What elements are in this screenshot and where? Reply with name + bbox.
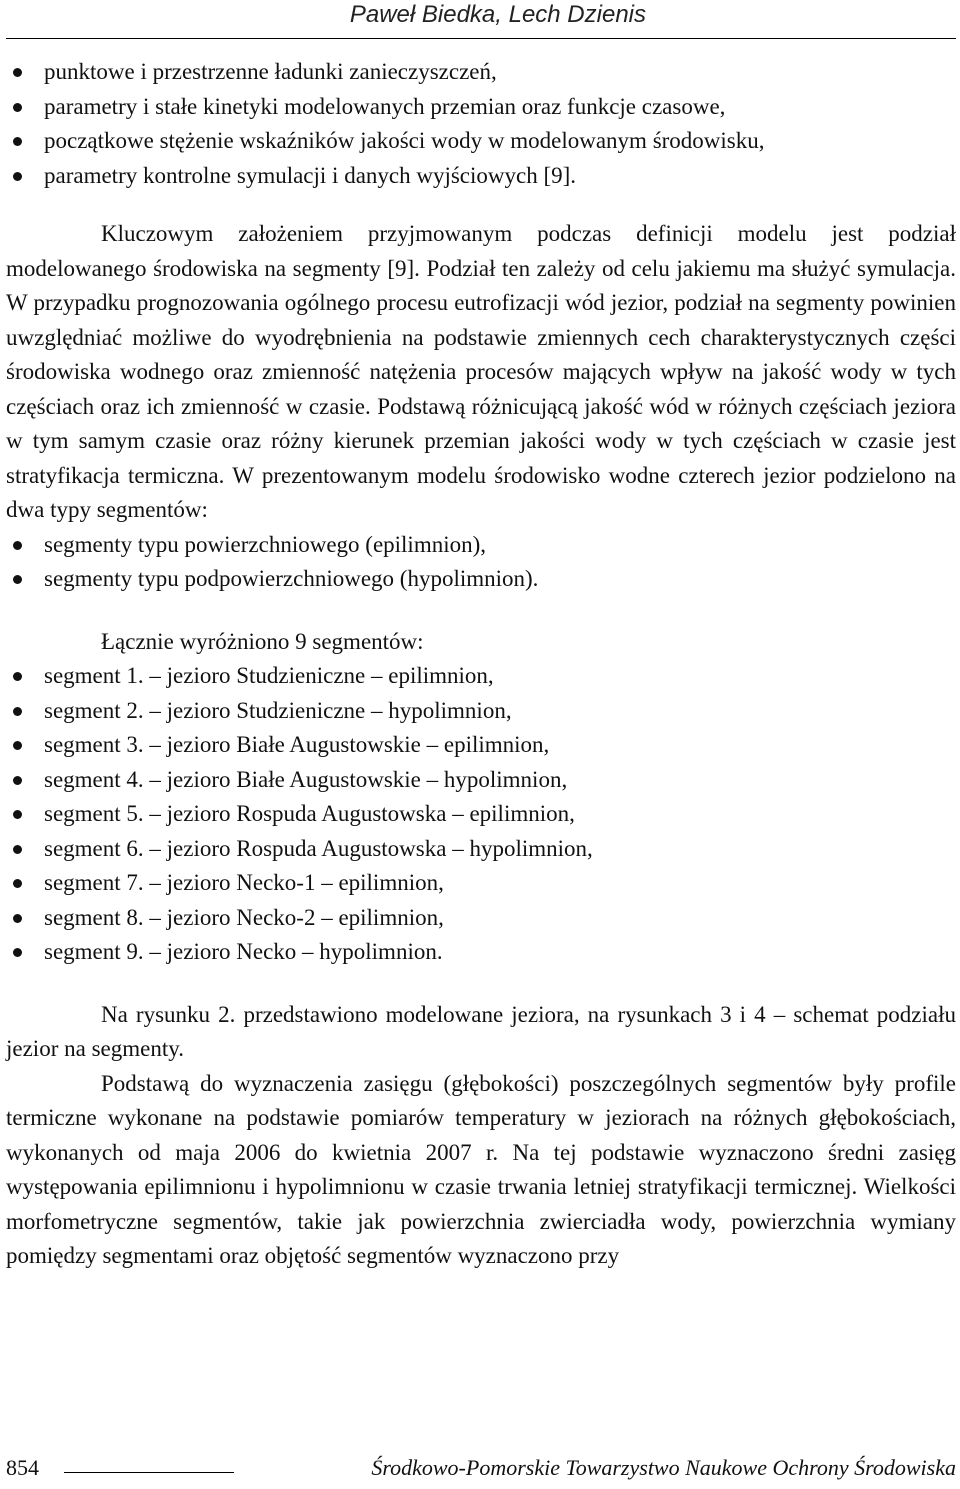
header-authors: Paweł Biedka, Lech Dzienis xyxy=(349,1,646,28)
list-item: segmenty typu powierzchniowego (epilimnion), xyxy=(6,528,956,563)
spacer xyxy=(6,193,956,217)
list-item: punktowe i przestrzenne ładunki zanieczyszczeń, xyxy=(6,55,956,90)
list-item: segment 4. – jezioro Białe Augustowskie – hypolimnion, xyxy=(6,763,956,798)
footer-rule xyxy=(64,1472,234,1473)
list-item: parametry i stałe kinetyki modelowanych przemian oraz funkcje czasowe, xyxy=(6,90,956,125)
running-header xyxy=(6,0,956,39)
list-item: segment 9. – jezioro Necko – hypolimnion. xyxy=(6,935,956,970)
list-item: parametry kontrolne symulacji i danych wyjściowych [9]. xyxy=(6,159,956,194)
spacer xyxy=(6,970,956,998)
list-item: segment 5. – jezioro Rospuda Augustowska – epilimnion, xyxy=(6,797,956,832)
segments-lead: Łącznie wyróżniono 9 segmentów: xyxy=(101,628,424,654)
spacer xyxy=(6,597,956,625)
page-number: 854 xyxy=(6,1455,39,1480)
list-item: segment 2. – jezioro Studzieniczne – hypolimnion, xyxy=(6,694,956,729)
list-item: segmenty typu podpowierzchniowego (hypolimnion). xyxy=(6,562,956,597)
paragraph-figures: Na rysunku 2. przedstawiono modelowane jeziora, na rysunkach 3 i 4 – schemat podziału jezior na segmenty. xyxy=(6,1001,956,1061)
input-data-list xyxy=(6,55,956,193)
list-item: początkowe stężenie wskaźników jakości wody w modelowanym środowisku, xyxy=(6,124,956,159)
list-item: segment 1. – jezioro Studzieniczne – epilimnion, xyxy=(6,659,956,694)
journal-name: Środkowo-Pomorskie Towarzystwo Naukowe Ochrony Środowiska xyxy=(371,1455,956,1480)
paragraph-depth: Podstawą do wyznaczenia zasięgu (głębokości) poszczególnych segmentów były profile termiczne wykonane na podstawie pomiarów temperatury w jeziorach na różnych głębokościach, wykonanych od maja 2006 do kwietnia 2007 r. Na tej podstawie wyznaczono średni zasięg występowania epilimnionu i hypolimnionu w czasie trwania letniej stratyfikacji termicznej. Wielkości morfometryczne segmentów, takie jak powierzchnia zwierciadła wody, powierzchnia wymiany pomiędzy segmentami oraz objętość segmentów wyznaczono przy xyxy=(6,1070,956,1268)
segments-list xyxy=(6,659,956,970)
list-item: segment 8. – jezioro Necko-2 – epilimnion, xyxy=(6,901,956,936)
page-footer xyxy=(6,1455,956,1489)
page-body xyxy=(6,55,956,1274)
paragraph-segmentation: Kluczowym założeniem przyjmowanym podczas definicji modelu jest podział modelowanego środowiska na segmenty [9]. Podział ten zależy od celu jakiemu ma służyć symulacja. W przypadku prognozowania ogólnego procesu eutrofizacji wód jezior, podział na segmenty powinien uwzględniać możliwe do wyodrębnienia na podstawie zmiennych cech charakterystycznych części środowiska wodnego oraz zmienność natężenia procesów mających wpływ na jakość wody w tych częściach oraz ich zmienność w czasie. Podstawą różnicującą jakość wód w różnych częściach jeziora w tym samym czasie oraz różny kierunek przemian jakości wody w tych częściach w czasie jest stratyfikacja termiczna. W prezentowanym modelu środowisko wodne czterech jezior podzielono na dwa typy segmentów: xyxy=(6,221,956,522)
list-item: segment 7. – jezioro Necko-1 – epilimnion, xyxy=(6,866,956,901)
list-item: segment 3. – jezioro Białe Augustowskie – epilimnion, xyxy=(6,728,956,763)
segment-types-list xyxy=(6,528,956,597)
list-item: segment 6. – jezioro Rospuda Augustowska – hypolimnion, xyxy=(6,832,956,867)
